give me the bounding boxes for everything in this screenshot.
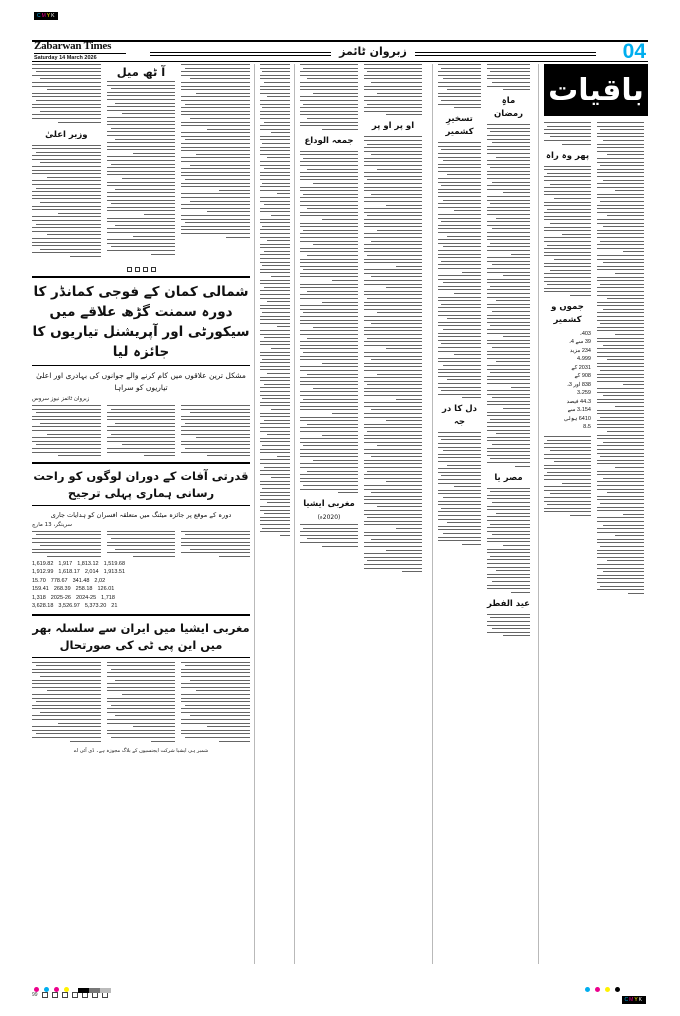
dot-yellow [605,987,610,992]
heading-jumma-al-wida: جمعہ الوداع [304,135,354,146]
body-text [438,432,481,544]
column-2 [260,64,290,964]
heading-eid-ul-fitr: عید الفطر [487,598,530,609]
kashmir-figures [544,330,591,432]
heading-maghribi-asia: مغربی ایشیا [303,499,355,510]
dot-cyan [44,987,49,992]
body-text [181,662,250,742]
table-row: 3,628.18 3,526.97 5,373.20 21 [32,603,118,610]
paper-name-urdu: زبروان ٹائمز [331,45,415,58]
figure: 6410 ہوئی [564,415,591,422]
heading-taskheer-e-kashmir: تسخیرِ کشمیر [445,114,474,138]
issue-date: Saturday 14 March 2026 [34,53,126,62]
heading-dil-ka-darja: دل کا در جہ [441,404,478,428]
body-text [300,64,358,130]
paper-name: Zabarwan Times [34,40,112,52]
column-1 [32,64,250,964]
heading-jammu-kashmir: جموں و کشمیر [551,301,584,325]
dot-black [615,987,620,992]
masthead-left [32,42,150,61]
column-5a [544,122,591,596]
table-row: 15.70 778.67 341.48 2,02 [32,577,106,584]
rule [32,365,250,366]
masthead-center [150,42,596,61]
story3-col-b [107,662,176,745]
section-logo-baqiyat [544,64,648,116]
page-body [32,64,648,964]
story2-col-c [181,531,250,560]
body-text [300,151,358,493]
figure: 39 سے 4، [569,339,591,346]
square-mark [151,267,156,272]
lead-byline: زبروان ٹائمز نیوز سروس [32,395,90,402]
figure: 403، [580,330,591,337]
story3-col-a [32,662,101,745]
color-bars-bottom [78,988,111,993]
page-number: 04 [622,40,646,63]
body-text [32,64,101,123]
section-logo-text: باقیات [548,72,644,108]
heading-misr-ya: مصر یا [494,472,523,483]
figure: 3،154 سے [567,407,591,414]
table-row: 1,619.82 1,917 1,813.12 1,519.68 [32,560,126,567]
note-year: (2020ء) [317,514,341,522]
column-divider-3 [432,64,433,964]
square-mark [127,267,132,272]
dot-magenta [595,987,600,992]
square-mark [72,992,78,998]
body-text [260,64,290,536]
rule [32,505,250,506]
figure: 44،3 فیصد [566,398,591,405]
lead-col-b [107,405,176,459]
body-text [181,405,250,456]
figure: 8،5 [583,424,591,431]
column-1b [107,64,176,263]
subheading-wazir-e-ala: وزیر اعلیٰ [45,129,88,140]
body-text [181,531,250,557]
body-text [32,145,101,257]
color-dots-bottom-right [585,987,620,992]
square-mark [42,992,48,998]
story2-subheadline: دورہ کے موقع پر جائزہ میٹنگ میں متعلقہ افسران کو ہدایات جاری [50,510,232,519]
body-text [32,531,101,557]
column-3a [300,64,358,575]
column-1c [181,64,250,263]
column-5 [544,64,648,964]
body-text [32,662,101,742]
figure: 908 کے [574,373,591,380]
story2-headline: قدرتی آفات کے دوران لوگوں کو راحت رسانی ہماری پہلی ترجیح [33,468,249,500]
color-dots-bottom-left [34,987,69,992]
body-text [181,64,250,238]
heading-phir-wo-rah: پھر وہ راہ [545,150,590,161]
bar-gray [89,988,100,993]
body-text [487,614,530,637]
column-5b [597,122,644,596]
column-4a [438,64,481,639]
dot-magenta [34,987,39,992]
dot-magenta [54,987,59,992]
column-divider-1 [254,64,255,964]
column-divider-2 [294,64,295,964]
body-text [438,64,481,108]
heading-oopar-oopar: او پر او پر [371,121,415,132]
body-text [544,122,591,145]
table-row: 159.41 268.39 258.18 126.01 [32,586,115,593]
story2-col-a [32,531,101,560]
square-mark [52,992,58,998]
body-text [544,436,591,516]
table-row: 1,912.99 1,618.17 2,014 1,913.51 [32,569,126,576]
body-text [107,81,176,255]
square-mark [143,267,148,272]
bar-black [78,988,89,993]
cmyk-mark-bottom: CMYK [622,996,646,1004]
cmyk-mark-top: CMYK [34,12,58,20]
column-4 [438,64,534,964]
bar-light-gray [100,988,111,993]
heading-aath-mile: آ ٹھ میل [116,65,166,79]
figure: 4،999 [576,356,591,363]
body-text [487,488,530,593]
story2-byline: سرینگر، 13 مارچ [32,521,73,528]
rule [32,276,250,278]
story3-byline: شمبر ہی ایشیا شرکت ایجنسیوں کے بلاگ مجوزہ ہے۔ ڈی آئی اے [73,748,209,755]
body-text [544,166,591,296]
body-text [597,122,644,594]
dot-yellow [64,987,69,992]
square-mark [62,992,68,998]
rule [32,462,250,464]
story3-col-c [181,662,250,745]
square-mark [135,267,140,272]
body-text [32,405,101,456]
column-1a [32,64,101,263]
section-end-marks [32,267,250,272]
story2-col-b [107,531,176,560]
lead-headline: شمالی کمان کے فوجی کمانڈر کا دورہ سمنت گڑھ علاقے میں سیکورٹی اور آپریشنل تیاریوں کا جائزہ لیا [32,283,250,360]
body-text [107,662,176,742]
footer-print-marks: 99 [32,992,648,998]
body-text [300,524,358,547]
figure: 234 مزید [569,347,591,354]
heading-mah-e-ramzan: ماہِ رمضان [494,96,523,120]
column-3 [300,64,428,964]
body-text [487,124,530,466]
masthead [32,40,648,62]
column-divider-4 [538,64,539,964]
column-3b [364,64,422,575]
rule [32,657,250,658]
figure: 838 اور 3، [567,381,591,388]
lead-col-c [181,405,250,459]
story3-headline: مغربی ایشیا میں ایران سے سلسلہ بھر میں این پی ٹی کی صورتحال [32,620,250,652]
body-text [364,136,422,572]
body-text [487,64,530,90]
body-text [107,531,176,557]
rule [32,614,250,616]
figure: 2031 کے [571,364,591,371]
body-text [364,64,422,115]
stats-table [32,560,250,611]
dot-cyan [585,987,590,992]
figure: 3،259 [576,390,591,397]
table-row: 1,318 2025-26 2024-25 1,718 [32,594,115,601]
column-4b [487,64,530,639]
lead-col-a [32,405,101,459]
body-text [438,142,481,398]
lead-subheadline: مشکل ترین علاقوں میں کام کرنے والے جوانوں کی بہادری اور اعلیٰ تیاریوں کو سراہا [36,370,246,392]
body-text [107,405,176,456]
